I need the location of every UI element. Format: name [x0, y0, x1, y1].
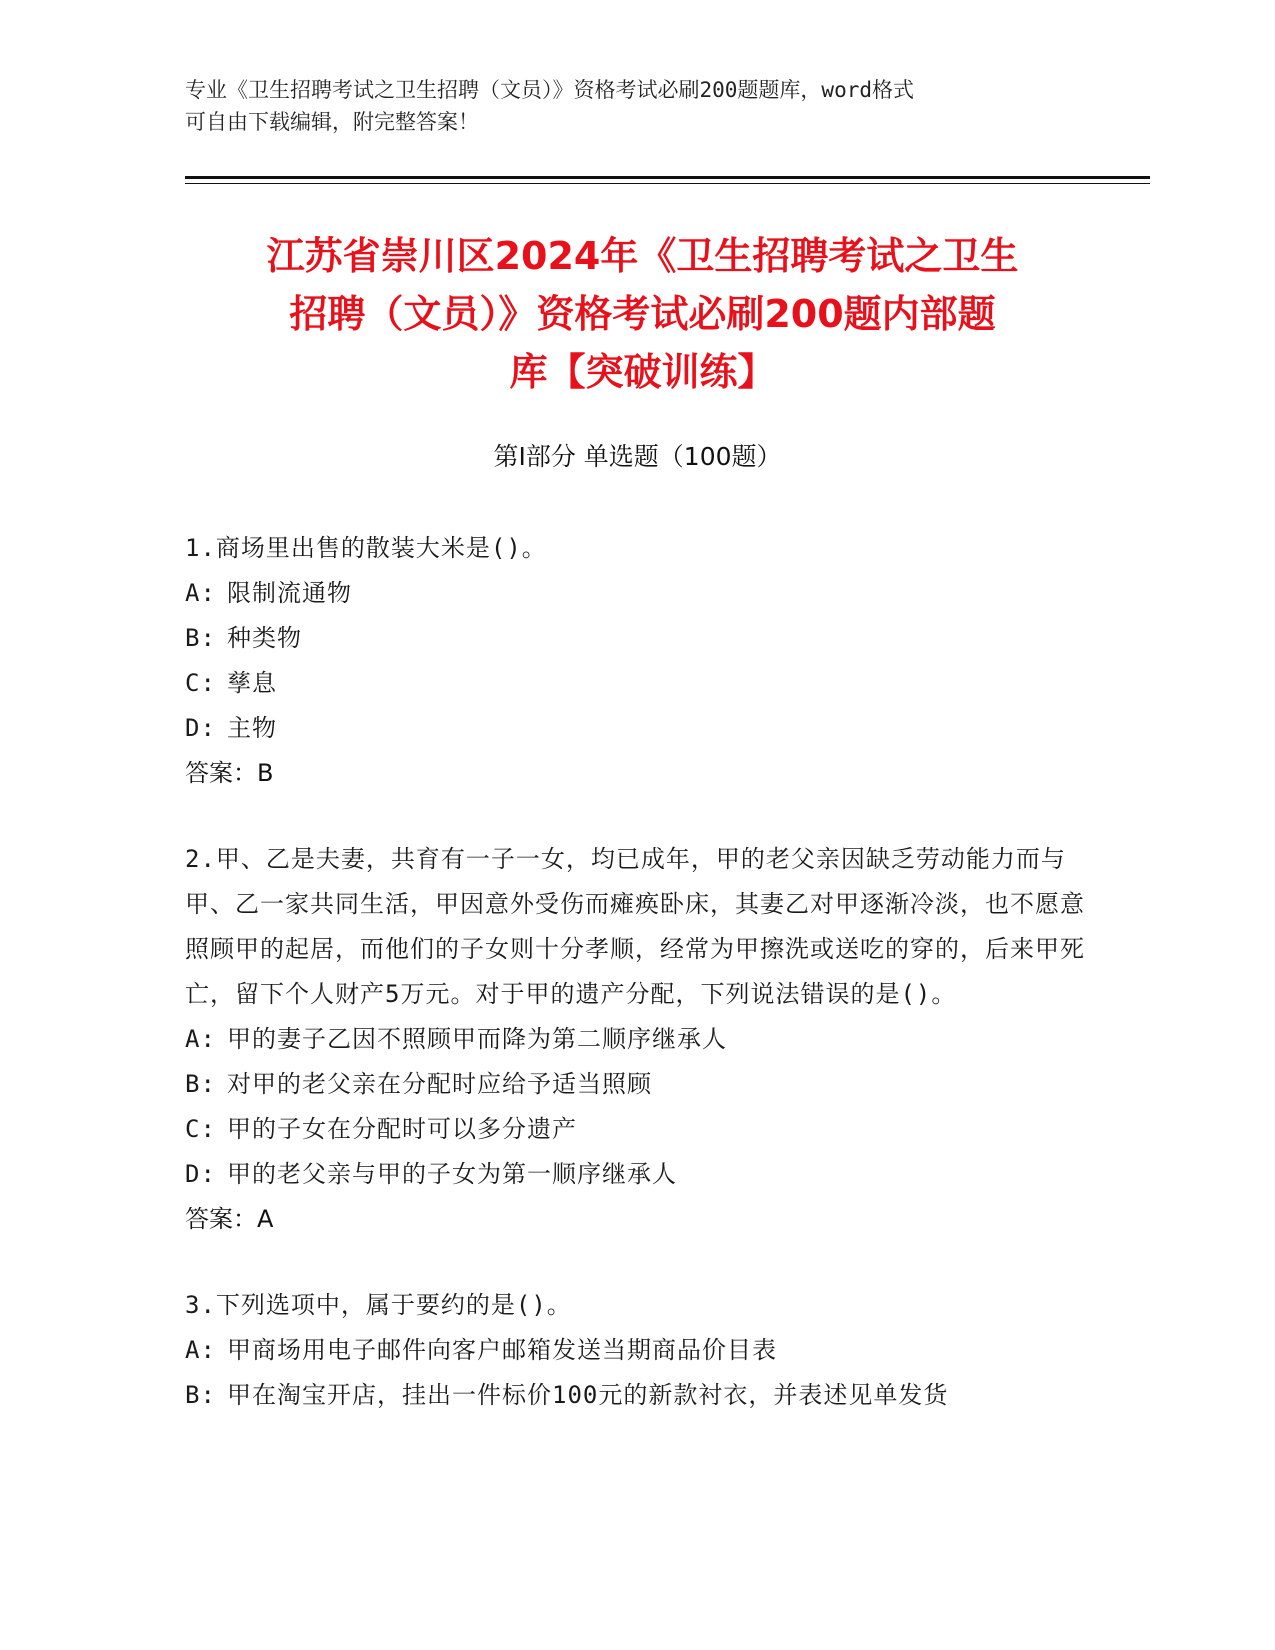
- option-d: [185, 706, 1090, 751]
- option-letter: A:: [185, 1336, 216, 1364]
- option-letter: B:: [185, 1070, 216, 1098]
- option-text: 甲商场用电子邮件向客户邮箱发送当期商品价目表: [227, 1336, 777, 1364]
- header-rule-thin: [185, 183, 1150, 184]
- option-letter: D:: [185, 1160, 216, 1188]
- header-note: [185, 74, 1085, 138]
- option-c: [185, 661, 1090, 706]
- question-stem: 3.下列选项中，属于要约的是()。: [185, 1291, 572, 1319]
- header-rule-thick: [185, 176, 1150, 179]
- option-text: 限制流通物: [227, 579, 352, 607]
- option-c: [185, 1107, 1090, 1152]
- question-1: [185, 526, 1090, 796]
- document-title-line-1: 江苏省崇川区2024年《卫生招聘考试之卫生: [266, 234, 1019, 278]
- option-text: 对甲的老父亲在分配时应给予适当照顾: [227, 1070, 652, 1098]
- document-title: [185, 227, 1100, 401]
- option-letter: B:: [185, 624, 216, 652]
- option-text: 孳息: [227, 669, 277, 697]
- header-note-line-2: 可自由下载编辑，附完整答案！: [185, 110, 479, 134]
- option-text: 甲在淘宝开店，挂出一件标价100元的新款衬衣，并表述见单发货: [227, 1381, 949, 1409]
- option-text: 主物: [227, 714, 277, 742]
- header-note-line-1: 专业《卫生招聘考试之卫生招聘（文员）》资格考试必刷200题题库，word格式: [185, 78, 914, 102]
- section-heading: 第Ⅰ部分 单选题（100题）: [493, 442, 782, 471]
- option-a: [185, 1017, 1090, 1062]
- option-d: [185, 1152, 1090, 1197]
- answer-label: 答案：B: [185, 759, 274, 787]
- answer-label: 答案：A: [185, 1205, 274, 1233]
- option-b: [185, 1062, 1090, 1107]
- question-stem: 1.商场里出售的散装大米是()。: [185, 534, 547, 562]
- option-text: 种类物: [227, 624, 302, 652]
- option-letter: C:: [185, 1115, 216, 1143]
- option-text: 甲的子女在分配时可以多分遗产: [227, 1115, 577, 1143]
- document-title-line-3: 库【突破训练】: [509, 350, 776, 394]
- document-title-line-2: 招聘（文员）》资格考试必刷200题内部题: [289, 292, 996, 336]
- question-stem: 2.甲、乙是夫妻，共育有一子一女，均已成年，甲的老父亲因缺乏劳动能力而与甲、乙一家共同生活，甲因意外受伤而瘫痪卧床，其妻乙对甲逐渐冷淡，也不愿意照顾甲的起居，而他们的子女则十分孝顺，经常为甲擦洗或送吃的穿的，后来甲死亡，留下个人财产5万元。对于甲的遗产分配，下列说法错误的是()。: [185, 845, 1085, 1008]
- option-text: 甲的老父亲与甲的子女为第一顺序继承人: [227, 1160, 677, 1188]
- option-b: [185, 616, 1090, 661]
- option-letter: B:: [185, 1381, 216, 1409]
- option-a: [185, 1328, 1090, 1373]
- option-b: [185, 1373, 1090, 1418]
- option-letter: C:: [185, 669, 216, 697]
- option-letter: A:: [185, 1025, 216, 1053]
- question-2: [185, 837, 1090, 1242]
- question-3: [185, 1283, 1090, 1418]
- option-letter: D:: [185, 714, 216, 742]
- option-text: 甲的妻子乙因不照顾甲而降为第二顺序继承人: [227, 1025, 727, 1053]
- question-list: [185, 526, 1090, 1459]
- option-a: [185, 571, 1090, 616]
- option-letter: A:: [185, 579, 216, 607]
